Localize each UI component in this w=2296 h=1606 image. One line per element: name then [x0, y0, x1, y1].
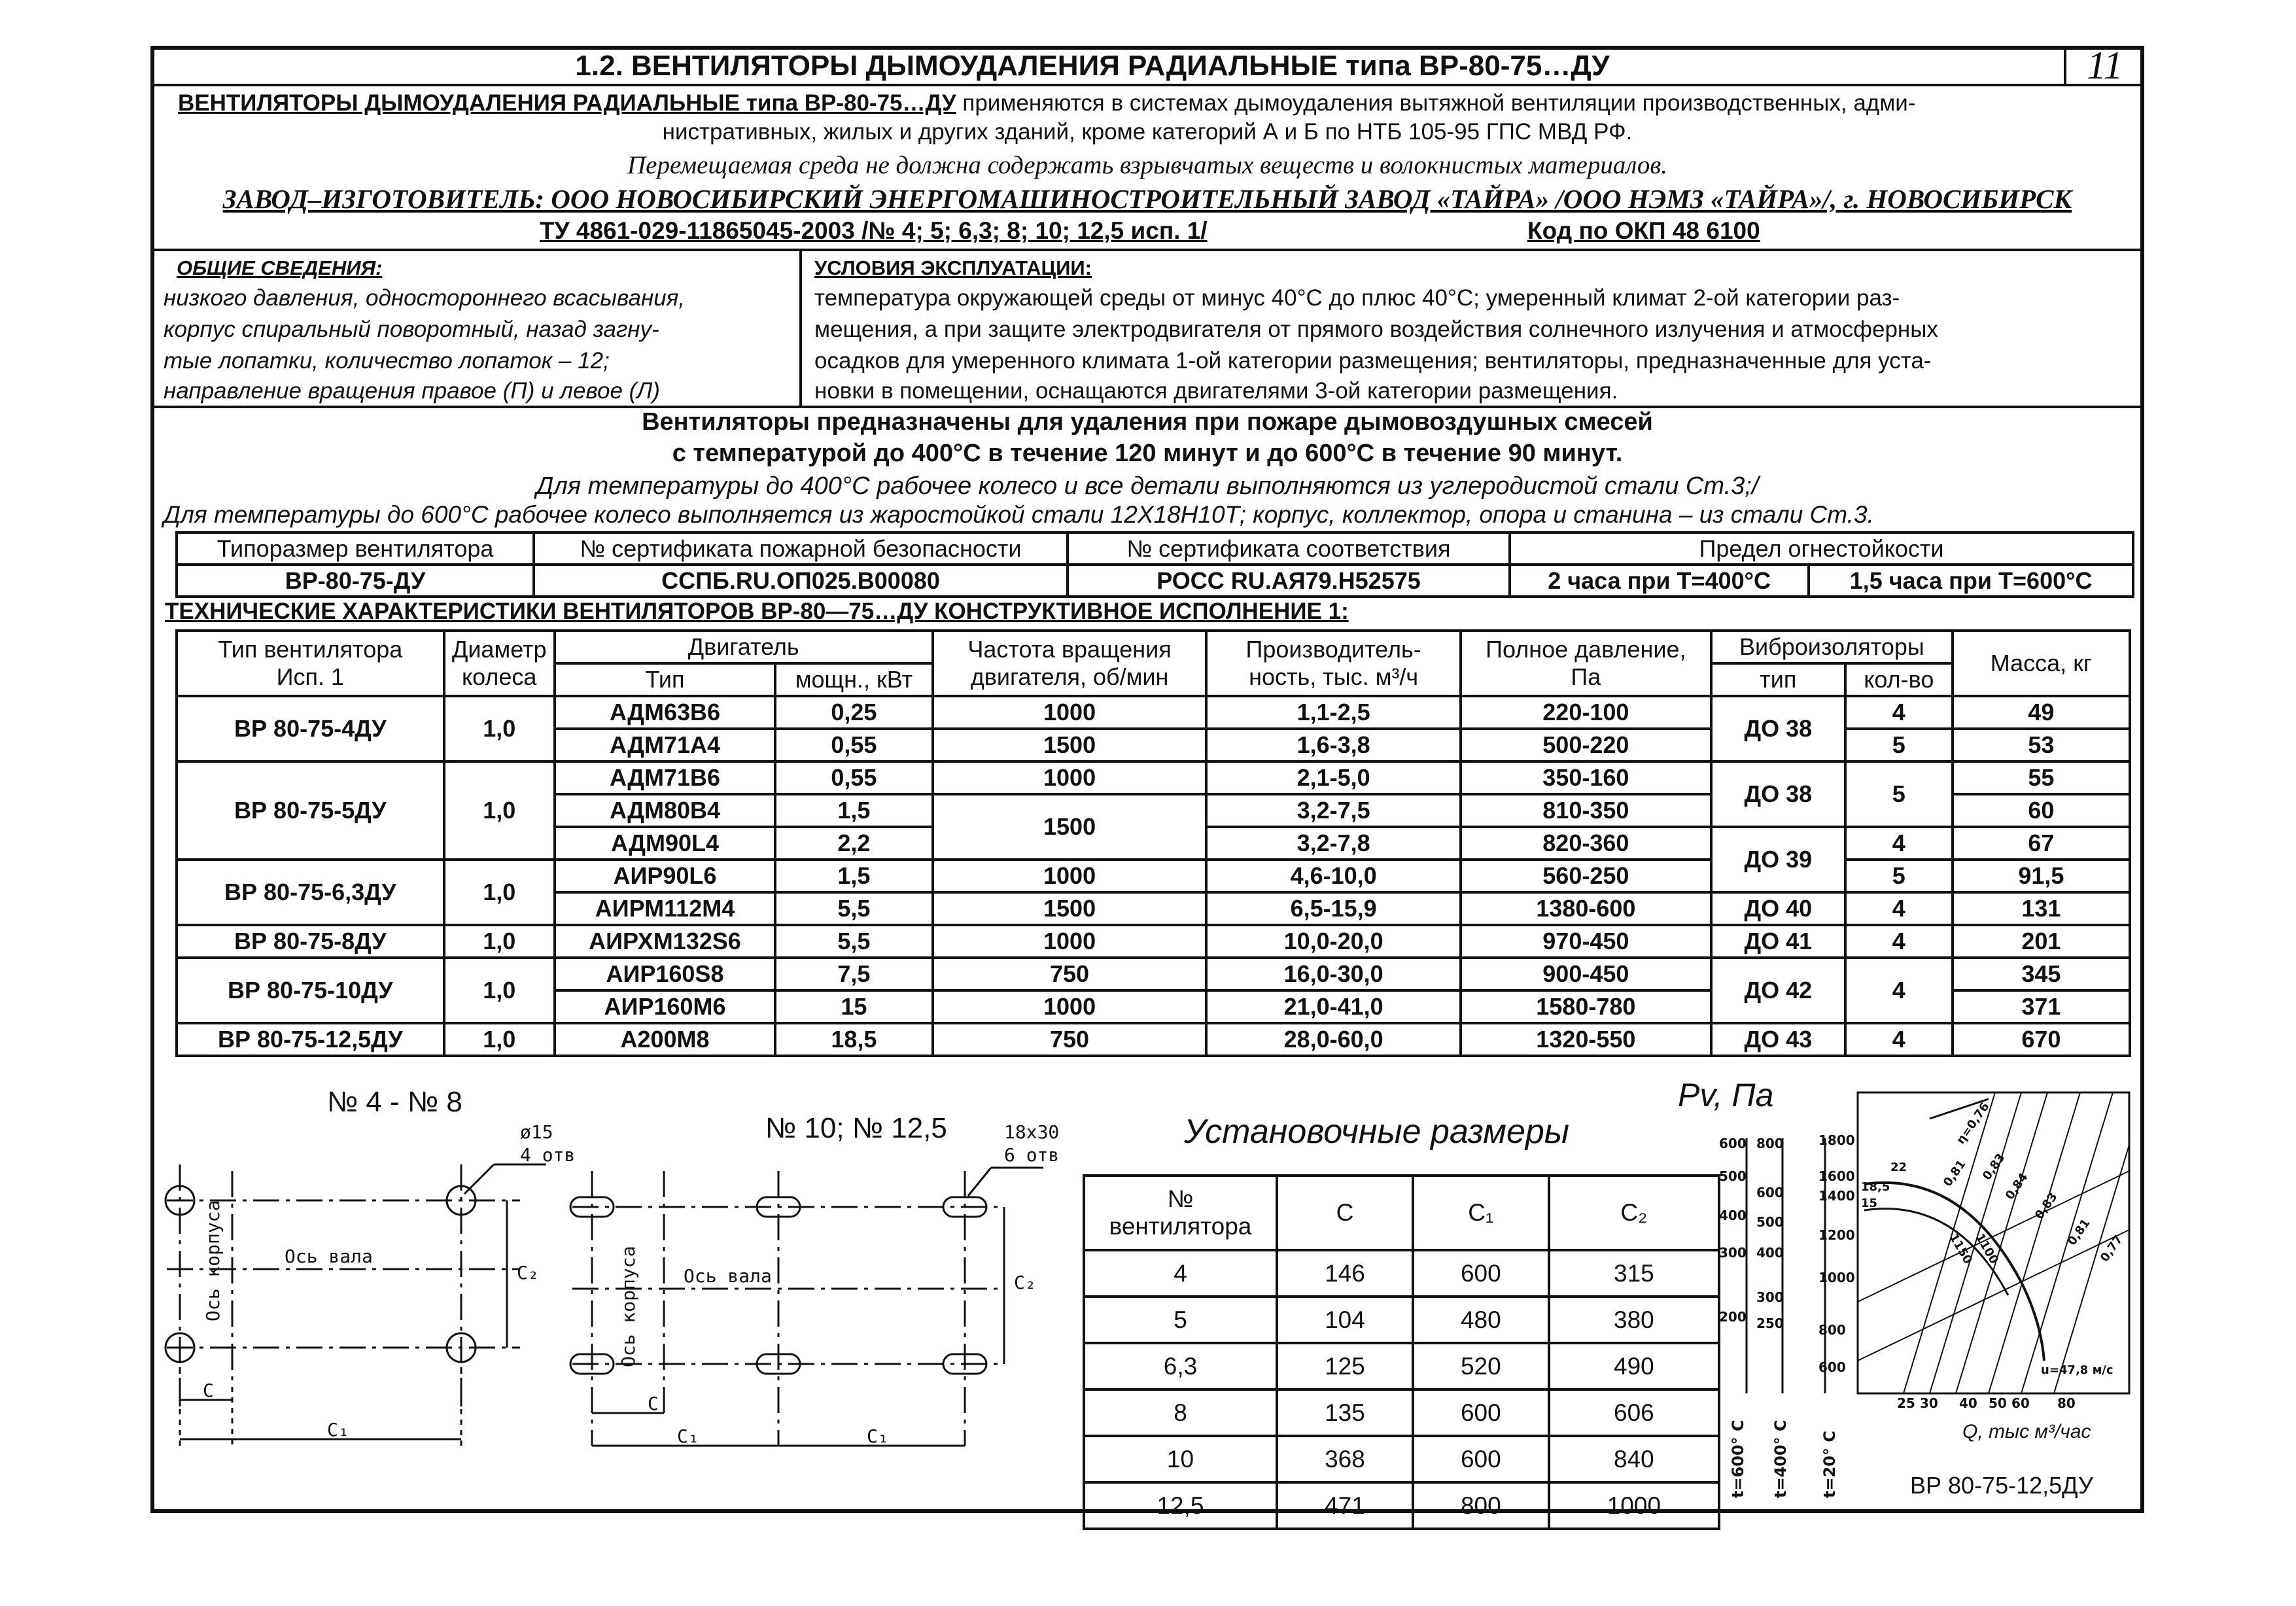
chart-x-title: Q, тыс м³/час	[1962, 1421, 2091, 1442]
fire-cell-cert: ССПБ.RU.ОП025.В00080	[534, 565, 1068, 597]
fan-8: ВР 80-75-8ДУ	[177, 925, 444, 958]
fire-header-size: Типоразмер вентилятора	[177, 532, 534, 565]
power-2: 0,55	[775, 729, 933, 761]
hole-left-count: 4 отв	[520, 1144, 576, 1166]
y20-0: 1800	[1818, 1132, 1855, 1148]
flow-9: 16,0-30,0	[1206, 958, 1460, 990]
speed-10: 1000	[933, 990, 1207, 1023]
pressure-3: 350-160	[1461, 761, 1711, 794]
motor-10: АИР160М6	[555, 990, 775, 1023]
pressure-10: 1580-780	[1461, 990, 1711, 1023]
dims-c1: 600	[1413, 1389, 1549, 1436]
dims-c2: 606	[1549, 1389, 1719, 1436]
iso-type-7: ДО 43	[1711, 1023, 1845, 1056]
fan-10: ВР 80-75-10ДУ	[177, 958, 444, 1023]
mass-3: 55	[1953, 761, 2130, 794]
eff-3: 0,84	[2002, 1170, 2031, 1202]
flow-4: 3,2-7,5	[1206, 794, 1460, 827]
power-1: 0,25	[775, 696, 933, 729]
tech-heading: ТЕХНИЧЕСКИЕ ХАРАКТЕРИСТИКИ ВЕНТИЛЯТОРОВ ВР-80—75…ДУ КОНСТРУКТИВНОЕ ИСПОЛНЕНИЕ 1:	[165, 599, 1349, 624]
iso-type-1: ДО 38	[1711, 696, 1845, 761]
speed-4: 1500	[933, 794, 1207, 860]
power-8: 5,5	[775, 925, 933, 958]
dims-c: 471	[1277, 1482, 1413, 1529]
motor-3: АДМ71В6	[555, 761, 775, 794]
diam-12-5: 1,0	[444, 1023, 555, 1056]
temp-400: t=400° С	[1771, 1420, 1790, 1498]
speed-11: 750	[933, 1023, 1207, 1056]
fan-6-3: ВР 80-75-6,3ДУ	[177, 860, 444, 925]
power-6: 1,5	[775, 860, 933, 892]
y400-2: 500	[1756, 1214, 1784, 1230]
conditions-heading: УСЛОВИЯ ЭКСПЛУАТАЦИИ:	[814, 256, 1092, 279]
body-axis-left: Ось корпуса	[202, 1200, 224, 1321]
iso-type-2: ДО 38	[1711, 761, 1845, 827]
fan-4: ВР 80-75-4ДУ	[177, 696, 444, 761]
hole-right-size: 18х30	[1004, 1121, 1060, 1143]
x-tick-1: 30	[1920, 1395, 1938, 1411]
hdr-diam: Диаметр колеса	[444, 631, 555, 696]
x-tick-0: 25	[1897, 1395, 1915, 1411]
dim-c2-left: С₂	[517, 1262, 539, 1283]
hdr-flow: Производитель- ность, тыс. м³/ч	[1206, 631, 1460, 696]
fire-cell-400: 2 часа при Т=400°С	[1510, 565, 1809, 597]
dims-c: 146	[1277, 1250, 1413, 1297]
dims-c1: 800	[1413, 1482, 1549, 1529]
speed-7: 1500	[933, 892, 1207, 925]
flow-5: 3,2-7,8	[1206, 827, 1460, 860]
eff-0: η=0,76	[1953, 1100, 1992, 1147]
iso-type-3: ДО 39	[1711, 827, 1845, 892]
diam-4: 1,0	[444, 696, 555, 761]
dims-no: 10	[1084, 1436, 1277, 1482]
motor-11: А200М8	[555, 1023, 775, 1056]
hdr-iso-type: тип	[1711, 663, 1845, 696]
pressure-8: 970-450	[1461, 925, 1711, 958]
dims-hdr-c: С	[1277, 1176, 1413, 1250]
flow-3: 2,1-5,0	[1206, 761, 1460, 794]
speed-1: 1000	[933, 696, 1207, 729]
hdr-motor: Двигатель	[555, 631, 933, 663]
dim-c-right: С	[648, 1393, 659, 1414]
dims-hdr-c1: С₁	[1413, 1176, 1549, 1250]
curve-1150: 1150	[1946, 1231, 1975, 1266]
y600-4: 200	[1719, 1309, 1747, 1325]
speed-8: 1000	[933, 925, 1207, 958]
power-7: 5,5	[775, 892, 933, 925]
y400-4: 300	[1756, 1289, 1784, 1305]
hdr-type: Тип вентилятора Исп. 1	[177, 631, 444, 696]
u-label: u=47,8 м/с	[2041, 1363, 2113, 1377]
y600-0: 600	[1719, 1136, 1747, 1151]
x-tick-3: 50	[1989, 1395, 2007, 1411]
y600-3: 300	[1719, 1245, 1747, 1261]
general-line-4: направление вращения правое (П) и левое (Л)	[164, 378, 660, 404]
conditions-line-2: мещения, а при защите электродвигателя от прямого воздействия солнечного излучения и атмосферных	[814, 317, 1938, 342]
iso-type-5: ДО 41	[1711, 925, 1845, 958]
dims-c2: 1000	[1549, 1482, 1719, 1529]
dims-c: 104	[1277, 1297, 1413, 1343]
flow-8: 10,0-20,0	[1206, 925, 1460, 958]
power-3: 0,55	[775, 761, 933, 794]
hdr-iso: Виброизоляторы	[1711, 631, 1953, 663]
hdr-speed: Частота вращения двигателя, об/мин	[933, 631, 1207, 696]
hole-right-count: 6 отв	[1004, 1144, 1060, 1166]
iso-qty-8: 4	[1845, 958, 1953, 1023]
certificate-table	[175, 531, 2134, 598]
pressure-5: 820-360	[1461, 827, 1711, 860]
motor-2: АДМ71А4	[555, 729, 775, 761]
eff-6: 0,77	[2097, 1232, 2126, 1265]
manufacturer: ЗАВОД–ИЗГОТОВИТЕЛЬ: ООО НОВОСИБИРСКИЙ ЭНЕРГОМАШИНОСТРОИТЕЛЬНЫЙ ЗАВОД «ТАЙРА» /ООО НЭМЗ «ТАЙРА»/, г. НОВОСИБИРСК	[222, 184, 2072, 214]
flow-11: 28,0-60,0	[1206, 1023, 1460, 1056]
dims-no: 5	[1084, 1297, 1277, 1343]
dim-c1-right-a: С₁	[677, 1425, 699, 1447]
dims-c1: 600	[1413, 1250, 1549, 1297]
fire-header-limit: Предел огнестойкости	[1510, 532, 2133, 565]
dim-c1-left: С₁	[327, 1419, 349, 1440]
dims-c2: 380	[1549, 1297, 1719, 1343]
fan-5: ВР 80-75-5ДУ	[177, 761, 444, 860]
curve-18-5: 18,5	[1861, 1180, 1890, 1194]
y400-3: 400	[1756, 1245, 1784, 1261]
power-5: 2,2	[775, 827, 933, 860]
mass-6: 91,5	[1953, 860, 2130, 892]
hdr-motor-power: мощн., кВт	[775, 663, 933, 696]
dims-hdr-c2: С₂	[1549, 1176, 1719, 1250]
general-heading: ОБЩИЕ СВЕДЕНИЯ:	[177, 256, 383, 279]
y20-1: 1600	[1818, 1168, 1855, 1184]
dim-c2-right: С₂	[1014, 1272, 1036, 1293]
hdr-iso-qty: кол-во	[1845, 663, 1953, 696]
dims-title: Установочные размеры	[1184, 1113, 1570, 1151]
purpose-line-1: Вентиляторы предназначены для удаления при пожаре дымовоздушных смесей	[642, 408, 1653, 436]
purpose-line-3: Для температуры до 400°С рабочее колесо и все детали выполняются из углеродистой стали Ст.3;/	[536, 472, 1759, 500]
pressure-2: 500-220	[1461, 729, 1711, 761]
iso-type-6: ДО 42	[1711, 958, 1845, 1023]
flow-6: 4,6-10,0	[1206, 860, 1460, 892]
hole-left-size: ø15	[520, 1121, 553, 1143]
temp-600: t=600° С	[1729, 1420, 1747, 1498]
drawing-right-title: № 10; № 12,5	[765, 1112, 947, 1144]
fan-12-5: ВР 80-75-12,5ДУ	[177, 1023, 444, 1056]
intro-line-1: ВЕНТИЛЯТОРЫ ДЫМОУДАЛЕНИЯ РАДИАЛЬНЫЕ типа ВР-80-75…ДУ применяются в системах дымоудаления вытяжной вентиляции производственных, адми-	[178, 90, 1916, 116]
temp-20: t=20° С	[1820, 1431, 1839, 1498]
iso-qty-1: 4	[1845, 696, 1953, 729]
iso-qty-2: 5	[1845, 729, 1953, 761]
mass-9: 345	[1953, 958, 2130, 990]
flow-7: 6,5-15,9	[1206, 892, 1460, 925]
iso-qty-3: 5	[1845, 761, 1953, 827]
iso-qty-7: 4	[1845, 925, 1953, 958]
hdr-mass: Масса, кг	[1953, 631, 2130, 696]
diam-10: 1,0	[444, 958, 555, 1023]
pressure-1: 220-100	[1461, 696, 1711, 729]
motor-4: АДМ80В4	[555, 794, 775, 827]
y400-5: 250	[1756, 1316, 1784, 1331]
pressure-7: 1380-600	[1461, 892, 1711, 925]
dims-no: 12,5	[1084, 1482, 1277, 1529]
drawing-left-title: № 4 - № 8	[327, 1086, 462, 1118]
dims-no: 8	[1084, 1389, 1277, 1436]
dims-c: 135	[1277, 1389, 1413, 1436]
pressure-4: 810-350	[1461, 794, 1711, 827]
y20-6: 600	[1818, 1359, 1846, 1375]
fire-cell-600: 1,5 часа при Т=600°С	[1809, 565, 2133, 597]
chart-model: ВР 80-75-12,5ДУ	[1910, 1472, 2093, 1499]
purpose-line-2: с температурой до 400°С в течение 120 минут и до 600°С в течение 90 минут.	[672, 440, 1623, 467]
purpose-line-4: Для температуры до 600°С рабочее колесо выполняется из жаростойкой стали 12Х18Н10Т; корпус, коллектор, опора и станина – из стали Ст.3.	[164, 501, 1874, 528]
curve-1100: 1100	[1972, 1231, 2001, 1266]
mass-4: 60	[1953, 794, 2130, 827]
diam-6-3: 1,0	[444, 860, 555, 925]
flow-10: 21,0-41,0	[1206, 990, 1460, 1023]
chart-y-title: Pv, Па	[1678, 1077, 1774, 1113]
y400-1: 600	[1756, 1185, 1784, 1200]
iso-qty-5: 5	[1845, 860, 1953, 892]
motor-9: АИР160S8	[555, 958, 775, 990]
speed-2: 1500	[933, 729, 1207, 761]
flow-2: 1,6-3,8	[1206, 729, 1460, 761]
conditions-line-3: осадков для умеренного климата 1-ой категории размещения; вентиляторы, предназначенные для уста-	[814, 348, 1932, 374]
speed-3: 1000	[933, 761, 1207, 794]
hdr-pressure: Полное давление, Па	[1461, 631, 1711, 696]
conditions-line-1: температура окружающей среды от минус 40°С до плюс 40°С; умеренный климат 2-ой категории раз-	[814, 285, 1900, 311]
iso-qty-4: 4	[1845, 827, 1953, 860]
motor-6: АИР90L6	[555, 860, 775, 892]
motor-1: АДМ63В6	[555, 696, 775, 729]
dims-c: 125	[1277, 1343, 1413, 1389]
dims-hdr-no: № вентилятора	[1084, 1176, 1277, 1250]
y20-3: 1200	[1818, 1227, 1855, 1243]
iso-qty-6: 4	[1845, 892, 1953, 925]
dims-c1: 520	[1413, 1343, 1549, 1389]
general-line-2: корпус спиральный поворотный, назад загну-	[164, 317, 659, 342]
okp-code: Код по ОКП 48 6100	[1527, 217, 1760, 244]
dim-c1-right-b: С₁	[867, 1425, 889, 1447]
y20-2: 1400	[1818, 1188, 1855, 1204]
mass-5: 67	[1953, 827, 2130, 860]
mass-1: 49	[1953, 696, 2130, 729]
pressure-11: 1320-550	[1461, 1023, 1711, 1056]
curve-15: 15	[1861, 1196, 1878, 1210]
hdr-motor-type: Тип	[555, 663, 775, 696]
diam-8: 1,0	[444, 925, 555, 958]
dims-c2: 840	[1549, 1436, 1719, 1482]
fire-cell-size: ВР-80-75-ДУ	[177, 565, 534, 597]
y20-4: 1000	[1818, 1270, 1855, 1285]
dim-c-left: С	[203, 1380, 214, 1401]
conditions-line-4: новки в помещении, оснащаются двигателями 3-ой категории размещения.	[814, 378, 1618, 404]
mass-10: 371	[1953, 990, 2130, 1023]
spec-table	[175, 629, 2131, 1057]
curve-22: 22	[1890, 1161, 1907, 1174]
medium-note: Перемещаемая среда не должна содержать взрывчатых веществ и волокнистых материалов.	[627, 151, 1668, 179]
general-line-1: низкого давления, одностороннего всасывания,	[164, 285, 686, 311]
x-tick-2: 40	[1959, 1395, 1977, 1411]
power-11: 18,5	[775, 1023, 933, 1056]
motor-7: АИРМ112М4	[555, 892, 775, 925]
body-axis-right: Ось корпуса	[617, 1246, 639, 1367]
y400-0: 800	[1756, 1136, 1784, 1151]
mass-2: 53	[1953, 729, 2130, 761]
y600-1: 500	[1719, 1168, 1747, 1184]
pressure-6: 560-250	[1461, 860, 1711, 892]
eff-1: 0,81	[1940, 1157, 1969, 1189]
dims-c2: 315	[1549, 1250, 1719, 1297]
motor-5: АДМ90L4	[555, 827, 775, 860]
dims-no: 4	[1084, 1250, 1277, 1297]
y600-2: 400	[1719, 1208, 1747, 1223]
power-10: 15	[775, 990, 933, 1023]
dims-c: 368	[1277, 1436, 1413, 1482]
iso-type-4: ДО 40	[1711, 892, 1845, 925]
x-tick-4: 60	[2011, 1395, 2030, 1411]
iso-qty-9: 4	[1845, 1023, 1953, 1056]
diam-5: 1,0	[444, 761, 555, 860]
speed-9: 750	[933, 958, 1207, 990]
intro-line-2: нистративных, жилых и других зданий, кроме категорий А и Б по НТБ 105-95 ГПС МВД РФ.	[662, 119, 1633, 145]
mounting-drawing	[154, 1106, 1083, 1511]
shaft-axis-right: Ось вала	[684, 1265, 772, 1287]
power-4: 1,5	[775, 794, 933, 827]
speed-6: 1000	[933, 860, 1207, 892]
mass-8: 201	[1953, 925, 2130, 958]
page-title: 1.2. ВЕНТИЛЯТОРЫ ДЫМОУДАЛЕНИЯ РАДИАЛЬНЫЕ типа ВР-80-75…ДУ	[575, 50, 1610, 82]
dims-c2: 490	[1549, 1343, 1719, 1389]
shaft-axis-left: Ось вала	[285, 1246, 373, 1267]
dims-c1: 600	[1413, 1436, 1549, 1482]
y20-5: 800	[1818, 1322, 1846, 1338]
dims-c1: 480	[1413, 1297, 1549, 1343]
fire-header-conformity: № сертификата соответствия	[1068, 532, 1510, 565]
eff-5: 0,81	[2064, 1216, 2093, 1248]
flow-1: 1,1-2,5	[1206, 696, 1460, 729]
fire-cell-conformity: РОСС RU.АЯ79.Н52575	[1068, 565, 1510, 597]
dims-no: 6,3	[1084, 1343, 1277, 1389]
pressure-9: 900-450	[1461, 958, 1711, 990]
general-line-3: тые лопатки, количество лопаток – 12;	[164, 348, 610, 374]
fire-header-cert: № сертификата пожарной безопасности	[534, 532, 1068, 565]
eff-4: 0,83	[2032, 1190, 2061, 1222]
mass-11: 670	[1953, 1023, 2130, 1056]
page-number: 11	[2087, 44, 2123, 87]
x-tick-5: 80	[2057, 1395, 2076, 1411]
dims-table	[1083, 1174, 1720, 1530]
motor-8: АИРХМ132S6	[555, 925, 775, 958]
power-9: 7,5	[775, 958, 933, 990]
tu-spec: ТУ 4861-029-11865045-2003 /№ 4; 5; 6,3; 8; 10; 12,5 исп. 1/	[540, 217, 1208, 244]
eff-2: 0,83	[1979, 1151, 2008, 1183]
mass-7: 131	[1953, 892, 2130, 925]
